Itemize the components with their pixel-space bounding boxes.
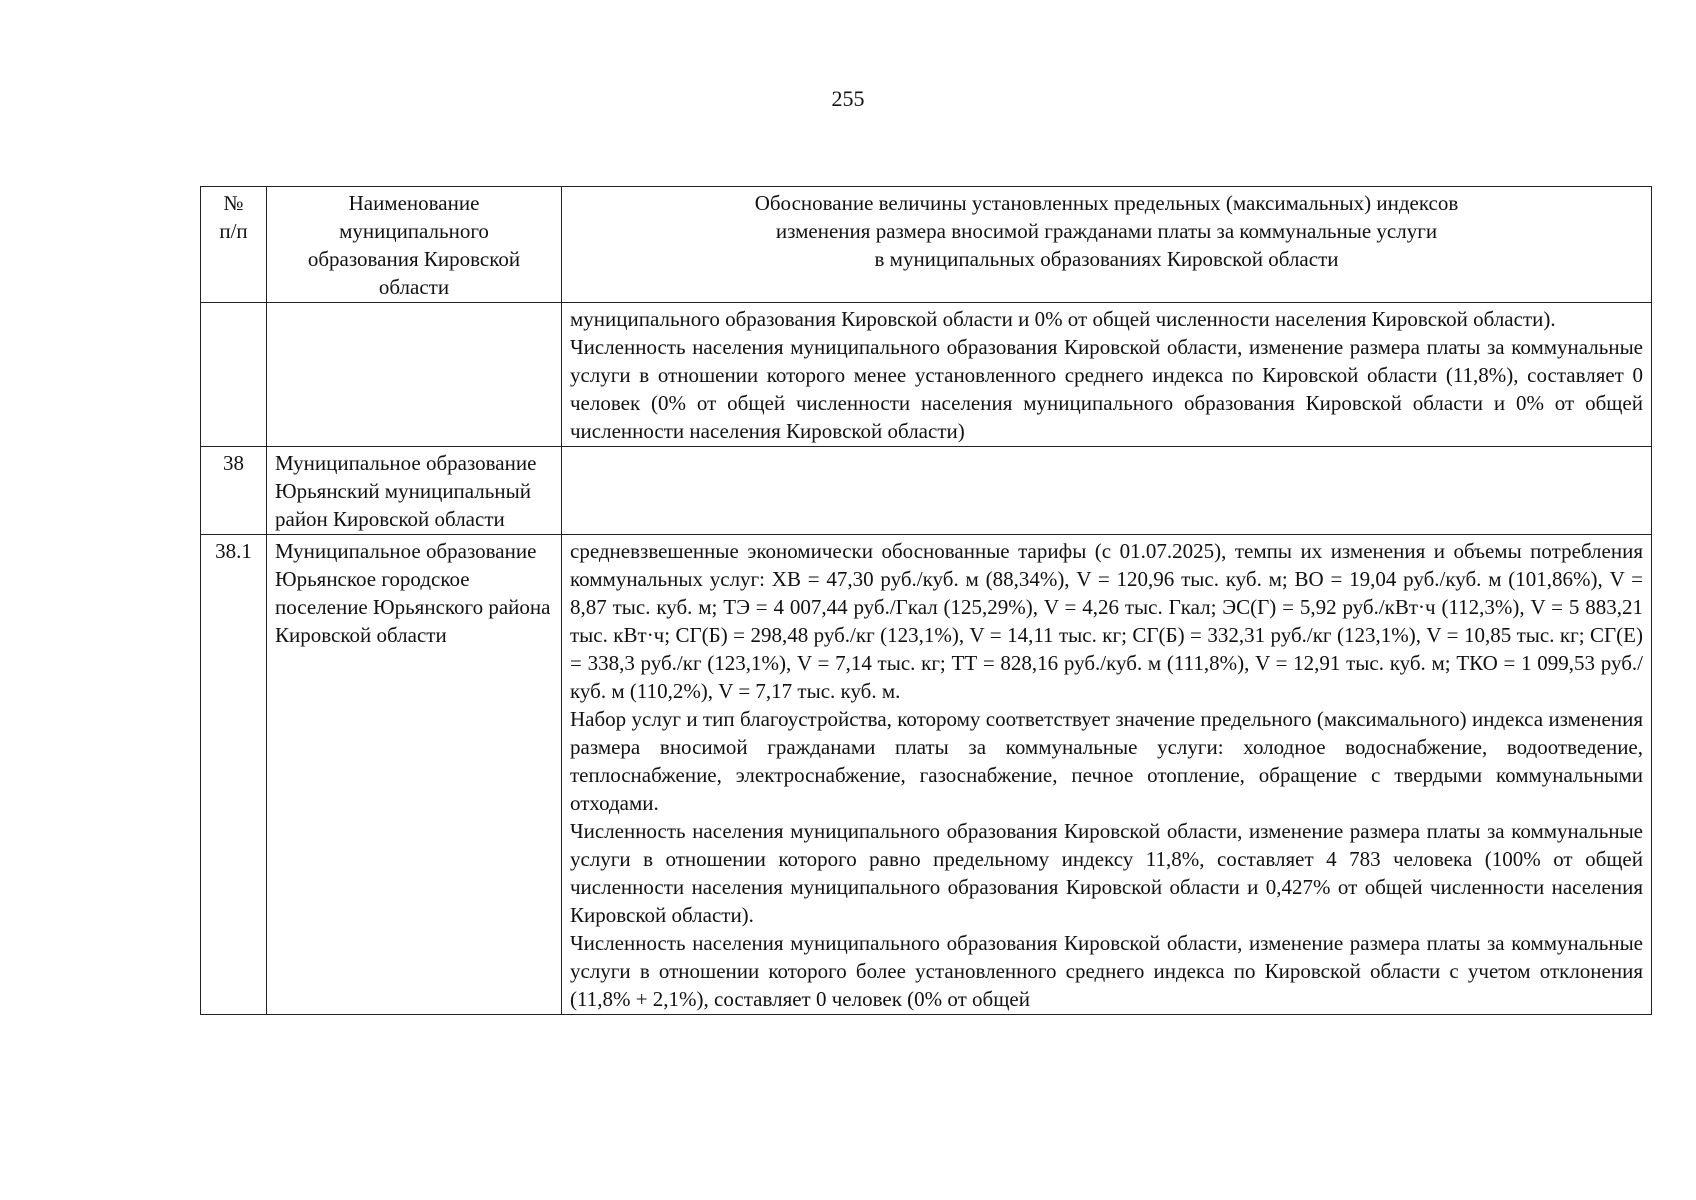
justification-paragraph: Численность населения муниципального образования Кировской области, изменение размера платы за коммунальные услуги в отношении которого более установленного среднего индекса по Кировской области с учетом отклонения (11,8% + 2,1%), составляет 0 человек (0% от общей	[570, 931, 1643, 1011]
table-header-row	[201, 187, 1652, 303]
table-row	[201, 447, 1652, 535]
row-number: 38.1	[201, 535, 267, 1015]
header-name-line: области	[378, 275, 450, 299]
header-num-line: №	[223, 191, 244, 215]
header-justification	[562, 187, 1652, 303]
justification-table	[200, 186, 1652, 1015]
justification-paragraph: средневзвешенные экономически обоснованные тарифы (с 01.07.2025), темпы их изменения и объемы потребления коммунальных услуг: ХВ = 47,30 руб./куб. м (88,34%), V = 120,96 тыс. куб. м; ВО = 19,04 руб./куб. м (101,86%), V = 8,87 тыс. куб. м; ТЭ = 4 007,44 руб./Гкал (125,29%), V = 4,26 тыс. Гкал; ЭС(Г) = 5,92 руб./кВт·ч (112,3%), V = 5 883,21 тыс. кВт·ч; СГ(Б) = 298,48 руб./кг (123,1%), V = 14,11 тыс. кг; СГ(Б) = 332,31 руб./кг (123,1%), V = 10,85 тыс. кг; СГ(Е) = 338,3 руб./кг (123,1%), V = 7,14 тыс. кг; ТТ = 828,16 руб./куб. м (111,8%), V = 12,91 тыс. куб. м; ТКО = 1 099,53 руб./куб. м (110,2%), V = 7,17 тыс. куб. м.	[570, 539, 1643, 703]
municipality-name: Муниципальное образование Юрьянское городское поселение Юрьянского района Кировской области	[267, 535, 562, 1015]
header-name	[267, 187, 562, 303]
header-num	[201, 187, 267, 303]
justification-text	[562, 303, 1652, 447]
justification-text	[562, 535, 1652, 1015]
header-name-line: муниципального	[339, 219, 489, 243]
row-number: 38	[201, 447, 267, 535]
header-name-line: Наименование	[348, 191, 480, 215]
justification-paragraph: муниципального образования Кировской области и 0% от общей численности населения Кировской области).	[570, 307, 1556, 331]
header-text-line: в муниципальных образованиях Кировской области	[874, 247, 1339, 271]
municipality-name: Муниципальное образование Юрьянский муниципальный район Кировской области	[267, 447, 562, 535]
municipality-name	[267, 303, 562, 447]
justification-paragraph: Численность населения муниципального образования Кировской области, изменение размера платы за коммунальные услуги в отношении которого равно предельному индексу 11,8%, составляет 4 783 человека (100% от общей численности населения муниципального образования Кировской области и 0,427% от общей численности населения Кировской области).	[570, 819, 1643, 927]
justification-paragraph: Набор услуг и тип благоустройства, которому соответствует значение предельного (максимального) индекса изменения размера вносимой гражданами платы за коммунальные услуги: холодное водоснабжение, водоотведение, теплоснабжение, электроснабжение, газоснабжение, печное отопление, обращение с твердыми коммунальными отходами.	[570, 707, 1643, 815]
row-number	[201, 303, 267, 447]
justification-text	[562, 447, 1652, 535]
header-text-line: изменения размера вносимой гражданами платы за коммунальные услуги	[775, 219, 1438, 243]
header-text-line: Обоснование величины установленных предельных (максимальных) индексов	[754, 191, 1459, 215]
page-number: 255	[831, 86, 865, 111]
header-num-line: п/п	[219, 219, 248, 243]
justification-paragraph: Численность населения муниципального образования Кировской области, изменение размера платы за коммунальные услуги в отношении которого менее установленного среднего индекса по Кировской области (11,8%), составляет 0 человек (0% от общей численности населения муниципального образования Кировской области и 0% от общей численности населения Кировской области)	[570, 335, 1643, 443]
table-row	[201, 535, 1652, 1015]
header-name-line: образования Кировской	[307, 247, 521, 271]
table-row	[201, 303, 1652, 447]
